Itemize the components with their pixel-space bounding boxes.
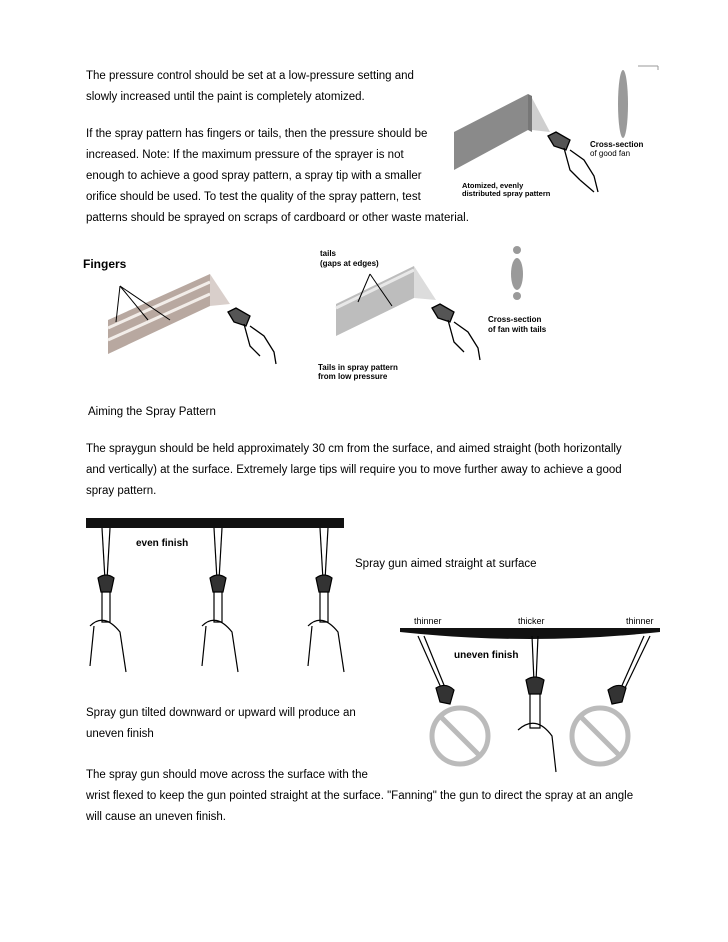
uneven-surface-bar — [400, 628, 660, 639]
tails-label-2: (gaps at edges) — [320, 259, 379, 268]
para3-line2: and vertically) at the surface. Extremely large tips will require you to move further away to achieve a good — [86, 464, 622, 476]
para5-line1: The spray gun should move across the surface with the — [86, 769, 368, 781]
thinner-left-label: thinner — [414, 616, 442, 626]
spray-gun-icon — [90, 528, 126, 672]
para5-line2: wrist flexed to keep the gun pointed straight at the surface. "Fanning" the gun to direct the spray at an angle — [86, 790, 634, 802]
low-pressure-label-1: Tails in spray pattern — [318, 363, 398, 372]
para1-line2: slowly increased until the paint is completely atomized. — [86, 91, 365, 103]
uneven-finish-label: uneven finish — [454, 650, 519, 661]
para1-line1: The pressure control should be set at a low-pressure setting and — [86, 70, 414, 82]
tails-cross-section-label-1: Cross-section — [488, 315, 542, 324]
good-fan-cross-section-label-2: of good fan — [590, 149, 631, 158]
fingers-title: Fingers — [83, 257, 127, 271]
para5-line3: will cause an uneven finish. — [86, 811, 226, 823]
spray-panel — [454, 94, 528, 170]
spray-gun-icon — [228, 308, 276, 364]
para3-line3: spray pattern. — [86, 485, 157, 497]
good-fan-illustration — [440, 62, 660, 202]
atomized-label-2: distributed spray pattern — [462, 189, 551, 198]
tails-label-1: tails — [320, 249, 337, 258]
good-fan-cross-section-label-1: Cross-section — [590, 140, 644, 149]
para2-line2: increased. Note: If the maximum pressure of the sprayer is not — [86, 149, 404, 161]
tails-cross-section-icon — [511, 246, 523, 300]
para2-line3: enough to achieve a good spray pattern, a spray tip with a smaller — [86, 170, 422, 182]
spray-gun-icon — [308, 528, 344, 672]
uneven-finish-illustration — [398, 612, 662, 774]
even-finish-label: even finish — [136, 538, 189, 549]
thinner-right-label: thinner — [626, 616, 654, 626]
spray-gun-icon — [202, 528, 238, 672]
low-pressure-label-2: from low pressure — [318, 372, 388, 381]
fingers-illustration — [80, 254, 300, 374]
para4-line1: Spray gun tilted downward or upward will produce an — [86, 707, 356, 719]
para2-line4: orifice should be used. To test the quality of the spray pattern, test — [86, 191, 421, 203]
thicker-label: thicker — [518, 616, 545, 626]
caption-straight: Spray gun aimed straight at surface — [355, 558, 537, 570]
good-fan-cross-section-ellipse — [618, 70, 628, 138]
section-heading: Aiming the Spray Pattern — [88, 406, 216, 418]
tilted-gun-right — [572, 636, 650, 764]
tails-cross-section-label-2: of fan with tails — [488, 325, 547, 334]
para4-line2: uneven finish — [86, 728, 154, 740]
even-finish-illustration — [84, 516, 346, 674]
spray-gun-icon — [432, 304, 480, 360]
tails-illustration — [314, 244, 564, 384]
straight-gun-center — [518, 636, 556, 772]
para2-line1: If the spray pattern has fingers or tails, then the pressure should be — [86, 128, 428, 140]
atomized-label-1: Atomized, evenly — [462, 181, 524, 190]
fingers-spray-band — [108, 274, 210, 354]
surface-bar — [86, 518, 344, 528]
para3-line1: The spraygun should be held approximately 30 cm from the surface, and aimed straight (both horizontally — [86, 443, 622, 455]
para2-line5: patterns should be sprayed on scraps of cardboard or other waste material. — [86, 212, 469, 224]
